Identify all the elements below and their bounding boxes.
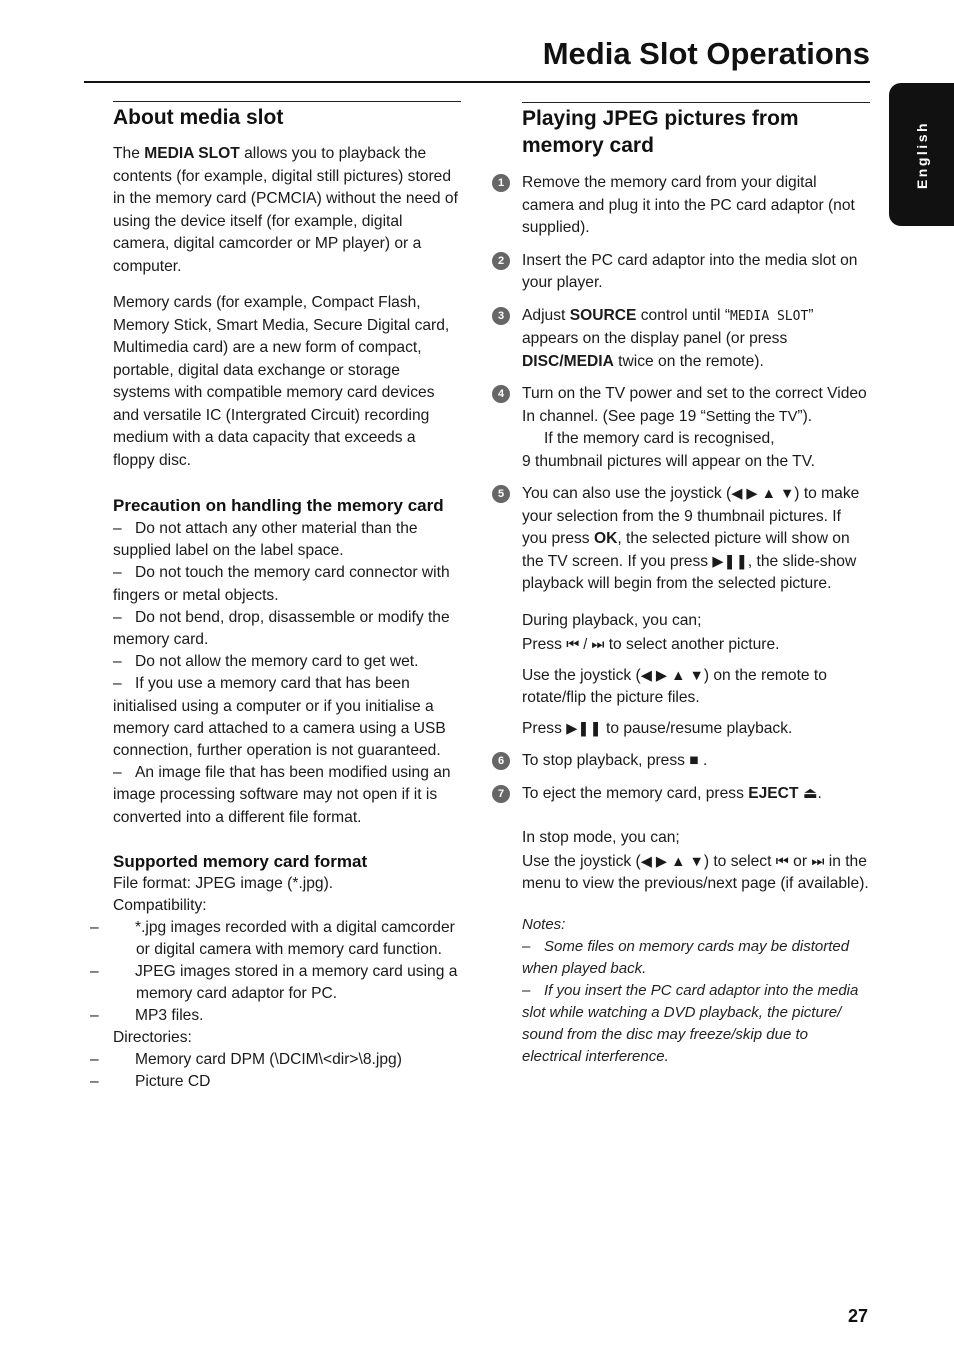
step-text: Remove the memory card from your digital camera and plug it into the PC card adaptor (not supplied). <box>522 174 855 236</box>
step-text: Insert the PC card adaptor into the media slot on your player. <box>522 251 858 291</box>
joystick-icon: ◀ ▶ ▲ ▼ <box>640 667 704 684</box>
list-item: – JPEG images stored in a memory card using a memory card adaptor for PC. <box>90 962 458 1002</box>
list-item: – An image file that has been modified using an image processing software may not open if it is converted into a different file format. <box>113 764 451 826</box>
list-item: – If you use a memory card that has been initialised using a computer or if you initialise a memory card attached to a camera using a USB connection, further operation is not guaranteed. <box>113 675 446 760</box>
step-result: 9 thumbnail pictures will appear on the TV. <box>522 452 815 470</box>
left-column <box>90 101 461 1093</box>
title-rule <box>84 81 870 83</box>
step-number-icon: 5 <box>492 485 510 503</box>
during-label: During playback, you can; <box>522 611 702 629</box>
right-column <box>497 102 870 1068</box>
list-item: – Do not allow the memory card to get wet. <box>113 653 419 671</box>
during-item: Use the joystick (◀ ▶ ▲ ▼) on the remote to rotate/flip the picture files. <box>522 666 827 706</box>
joystick-icon: ◀ ▶ ▲ ▼ <box>640 853 704 870</box>
display-text: MEDIA SLOT <box>730 308 809 324</box>
next-icon: ⏭ <box>811 853 825 870</box>
previous-icon: ⏮ <box>775 853 789 870</box>
list-item: – *.jpg images recorded with a digital camcorder or digital camera with memory card function. <box>90 918 455 958</box>
step-number-icon: 1 <box>492 174 510 192</box>
step-6 <box>497 750 870 773</box>
section-rule <box>113 101 461 102</box>
step-number-icon: 2 <box>492 252 510 270</box>
about-heading: About media slot <box>113 106 284 129</box>
step-1 <box>497 172 870 240</box>
stop-mode <box>522 827 870 896</box>
page-title: Media Slot Operations <box>542 36 870 71</box>
about-paragraph-2: Memory cards (for example, Compact Flash, Memory Stick, Smart Media, Secure Digital card, Multimedia card) are a new form of compact, portable, digital data exchange or storage systems with compatible memory card devices and versatile IC (Intergrated Circuit) recording medium with a data capacity that exceeds a floppy disc. <box>113 294 450 469</box>
step-text: To stop playback, press ■ . <box>522 752 708 769</box>
step-2 <box>497 250 870 295</box>
compatibility-label: Compatibility: <box>113 896 207 914</box>
note-item: – Some files on memory cards may be distorted when played back. <box>522 937 850 977</box>
precaution-heading: Precaution on handling the memory card <box>113 496 444 515</box>
step-number-icon: 3 <box>492 307 510 325</box>
page-reference: Setting the TV <box>705 408 798 425</box>
joystick-icon: ◀ ▶ ▲ ▼ <box>731 486 795 502</box>
precaution-list <box>113 518 461 829</box>
during-playback <box>522 610 870 741</box>
language-tab-label: English <box>913 120 930 189</box>
list-item: – Do not attach any other material than the supplied label on the label space. <box>113 520 418 560</box>
list-item: – Picture CD <box>90 1072 211 1090</box>
step-number-icon: 6 <box>492 752 510 770</box>
note-item: – If you insert the PC card adaptor into the media slot while watching a DVD playback, the picture/ sound from the disc may freeze/skip due to electrical interference. <box>522 981 859 1065</box>
list-item: – MP3 files. <box>90 1006 204 1024</box>
notes-label: Notes: <box>522 915 566 933</box>
prev-next-icon: ⏮ / ⏭ <box>566 637 605 653</box>
play-pause-icon: ▶❚❚ <box>712 553 748 570</box>
step-text: Turn on the TV power and set to the correct Video In channel. (See page 19 “Setting the TV”). <box>522 385 867 425</box>
stop-mode-label: In stop mode, you can; <box>522 829 680 846</box>
step-5 <box>497 483 870 596</box>
step-7 <box>497 783 870 806</box>
stop-mode-item: Use the joystick (◀ ▶ ▲ ▼) to select ⏮ or ⏭ in the menu to view the previous/next page (if available). <box>522 852 869 892</box>
step-text: You can also use the joystick (◀ ▶ ▲ ▼) to make your selection from the 9 thumbnail pictures. If you press OK, the selected picture will show on the TV screen. If you press ▶❚❚, the slide-show playback will begin from the selected picture. <box>522 485 860 592</box>
supported-heading: Supported memory card format <box>113 851 368 871</box>
directories-label: Directories: <box>113 1028 192 1046</box>
supported-format <box>90 873 461 1093</box>
about-paragraph-1: The MEDIA SLOT allows you to playback the contents (for example, digital still pictures) stored in the memory card (PCMCIA) without the need of using the device itself (for example, digital camera, digital camcorder or MP player) or a computer. <box>113 145 458 275</box>
step-number-icon: 4 <box>492 385 510 403</box>
during-item: Press ⏮ / ⏭ to select another picture. <box>522 636 780 653</box>
list-item: – Memory card DPM (\DCIM\<dir>\8.jpg) <box>90 1050 402 1068</box>
step-number-icon: 7 <box>492 785 510 803</box>
step-text: Adjust SOURCE control until “MEDIA SLOT” appears on the display panel (or press DISC/MEDIA twice on the remote). <box>522 306 814 370</box>
step-result: If the memory card is recognised, <box>544 430 775 447</box>
language-tab <box>889 83 954 226</box>
step-text: To eject the memory card, press EJECT ⏏. <box>522 784 822 802</box>
play-pause-icon: ▶❚❚ <box>566 720 602 737</box>
list-item: – Do not bend, drop, disassemble or modify the memory card. <box>113 608 450 649</box>
step-3 <box>497 305 870 374</box>
section-rule <box>522 102 870 103</box>
playing-heading: Playing JPEG pictures from memory card <box>522 107 799 157</box>
eject-icon: ⏏ <box>802 784 818 802</box>
during-item: Press ▶❚❚ to pause/resume playback. <box>522 719 793 737</box>
notes <box>522 914 870 1068</box>
list-item: – Do not touch the memory card connector with fingers or metal objects. <box>113 564 450 604</box>
page-number: 27 <box>848 1306 869 1326</box>
step-4 <box>497 383 870 473</box>
file-format: File format: JPEG image (*.jpg). <box>113 874 334 892</box>
stop-icon: ■ <box>689 752 699 769</box>
